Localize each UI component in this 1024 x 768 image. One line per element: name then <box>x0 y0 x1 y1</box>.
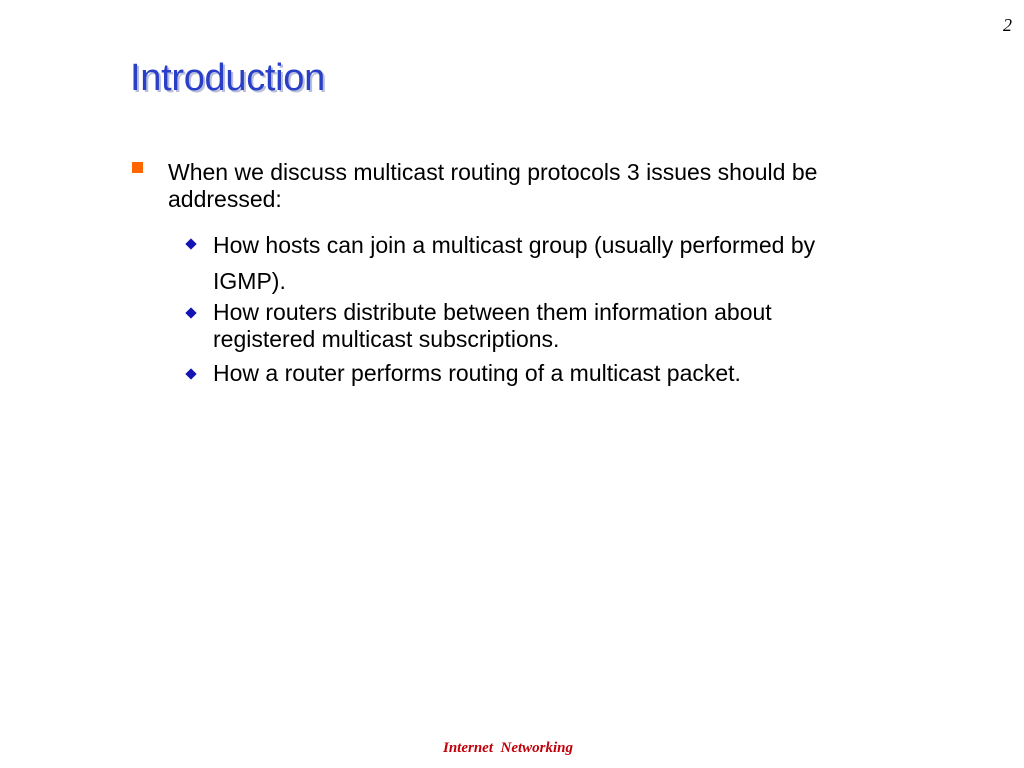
diamond-bullet-icon <box>185 238 196 249</box>
sub-bullet-list <box>182 227 882 394</box>
footer-text: Internet Networking <box>442 740 574 756</box>
bullet-item <box>128 159 908 213</box>
slide-title: Introduction <box>130 57 325 99</box>
footer-title <box>0 740 1024 757</box>
diamond-bullet-icon <box>185 307 196 318</box>
sub-bullet-item <box>182 299 882 353</box>
page-number: 2 <box>1003 15 1012 35</box>
sub-bullet-text: How a router performs routing of a multicast packet. <box>213 360 741 386</box>
sub-bullet-text: How hosts can join a multicast group (usually performed by IGMP). <box>213 232 816 294</box>
sub-bullet-text: How routers distribute between them information about registered multicast subscriptions. <box>213 299 772 352</box>
bullet-text: When we discuss multicast routing protocols 3 issues should be addressed: <box>168 159 818 212</box>
square-bullet-icon <box>132 162 143 173</box>
sub-bullet-item <box>182 360 882 387</box>
diamond-bullet-icon <box>185 368 196 379</box>
sub-bullet-item <box>182 227 882 299</box>
